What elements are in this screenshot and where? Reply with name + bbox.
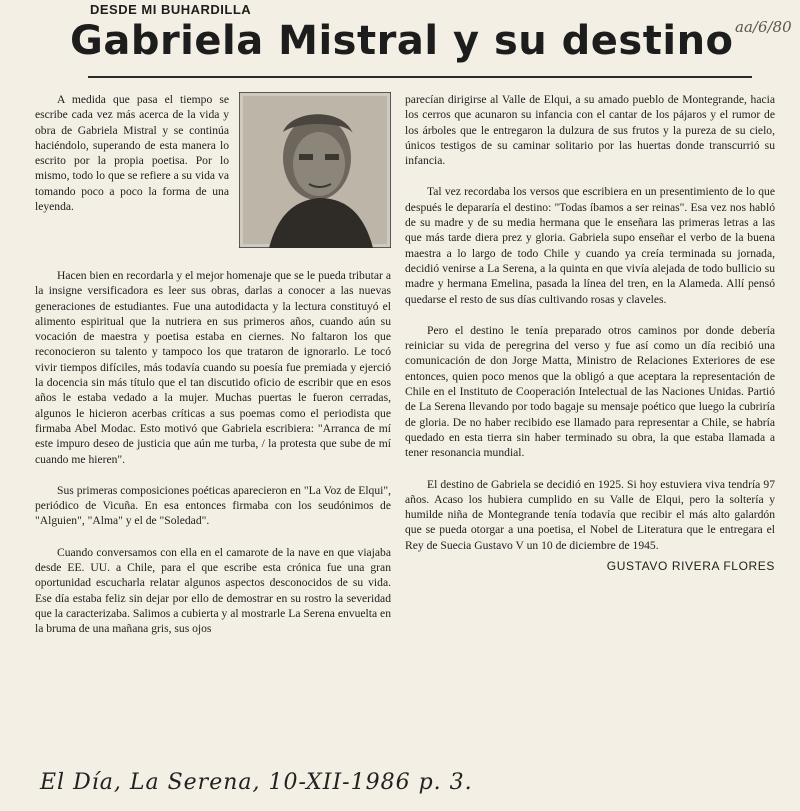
paragraph: A medida que pasa el tiempo se escribe cada vez más acerca de la vida y obra de Gabriela Mistral y se continúa haciéndolo, superando de esta manera lo escrito por la propia poetisa. Por lo mismo, todo lo que se refiere a su vida va tomando poco a poco la forma de una leyenda.	[35, 93, 229, 214]
paragraph: parecían dirigirse al Valle de Elqui, a su amado pueblo de Montegrande, hacia los cerros que acunaron su infancia con el cantar de los pájaros y el rumor de los árboles que le entregaron la dulzura de sus frutos y la pureza de su cielo, únicos testigos de su caminar solitario por las huertas donde transcurrió su infancia.	[405, 93, 775, 168]
headline-rule	[88, 76, 752, 78]
paragraph: Tal vez recordaba los versos que escribiera en un presentimiento de lo que después le depararía el destino: "Todas íbamos a ser reinas". Esa vez nos habló de su madre y de su media hermana que le enseñara las primeras letras a las que más tarde diera prez y gloria. Gabriela supo enseñar el verbo de la buena maestra a lo largo de todo Chile y cuando ya creía terminada su jornada, decidió venirse a La Serena, a la quinta en que vivía alejada de todo bullicio su madre y hermana Emelina, pasada la línea del tren, en la Alameda. Allí pensó quedarse el resto de sus días cultivando rosas y claveles.	[405, 185, 775, 306]
paragraph: Pero el destino le tenía preparado otros caminos por donde debería reiniciar su vida de peregrina del verso y fue así como un día recibió una comunicación de don Jorge Matta, Ministro de Relaciones Exteriores de ese entonces, quien poco menos que la obligó a que aceptara la representación de Chile en el Instituto de Cooperación Intelectual de las Naciones Unidas. Partió de La Serena llevando por todo bagaje su mensaje poético que luego la cubriría de gloria. De no haber recibido ese llamado para representar a Chile, se habría quedado en esta tierra sin haber terminado su obra, la que estaba llamada a tener resonancia mundial.	[405, 323, 775, 460]
left-column	[35, 92, 391, 653]
portrait-photo	[239, 92, 391, 248]
portrait-image	[239, 92, 391, 248]
headline: Gabriela Mistral y su destino	[70, 18, 734, 64]
paragraph: Sus primeras composiciones poéticas aparecieron en "La Voz de Elqui", periódico de Vicuña. En esa entonces firmaba con los seudónimos de "Alguien", "Alma" y el de "Soledad".	[35, 483, 391, 528]
section-label: DESDE MI BUHARDILLA	[90, 2, 252, 17]
paragraph: El destino de Gabriela se decidió en 1925. Si hoy estuviera viva tendría 97 años. Acaso los hubiera cumplido en su Valle de Elqui, pero la soltería y humilde niña de Montegrande tenía todavía que recibir el más alto galardón que se pueda otorgar a una poetisa, el Nobel de Literatura que le entregara el Rey de Suecia Gustavo V un 10 de diciembre de 1945.	[405, 477, 775, 552]
intro-block	[35, 92, 391, 214]
right-column	[405, 92, 775, 574]
paragraph: Hacen bien en recordarla y el mejor homenaje que se le pueda tributar a la insigne versificadora es leer sus obras, darlas a conocer a las nuevas generaciones de estudiantes. Fue una autodidacta y la lectura constituyó el alimento espiritual que la nutriera en sus primeros años, cuando aún su vocación de maestra y poetisa estaba en ciernes. No faltaron los que reconocieron su talento y tampoco los que trataron de ignorarlo. Le tocó vivir tiempos difíciles, más todavía cuando su poesía fue premiada y ejerció la docencia sin más título que el tan discutido oficio de escribir que en esos años le estaba vedado a la mujer. Muchas puertas le fueron cerradas, algunos le hicieron acerbas críticas a sus poemas como el periodista que firmaba Abel Modac. Esto motivó que Gabriela escribiera: "Arranca de mí este impuro deseo de justicia que aún me turba, / la protesta que sube de mí cuando me hieren".	[35, 269, 391, 466]
handwritten-annotation: aa/6/80	[735, 18, 792, 36]
paragraph: Cuando conversamos con ella en el camarote de la nave en que viajaba desde EE. UU. a Chile, para el que escribe esta crónica fue una gran oportunidad escucharla relatar algunos aspectos desconocidos de su vida. Ese día estaba feliz sin dejar por ello de demostrar en su rostro la severidad que la caracterizaba. Salimos a cubierta y al mostrarle La Serena envuelta en la bruma de una mañana gris, sus ojos	[35, 545, 391, 636]
handwritten-source-note: El Día, La Serena, 10-XII-1986 p. 3.	[40, 770, 473, 795]
author-signature: GUSTAVO RIVERA FLORES	[606, 559, 775, 574]
